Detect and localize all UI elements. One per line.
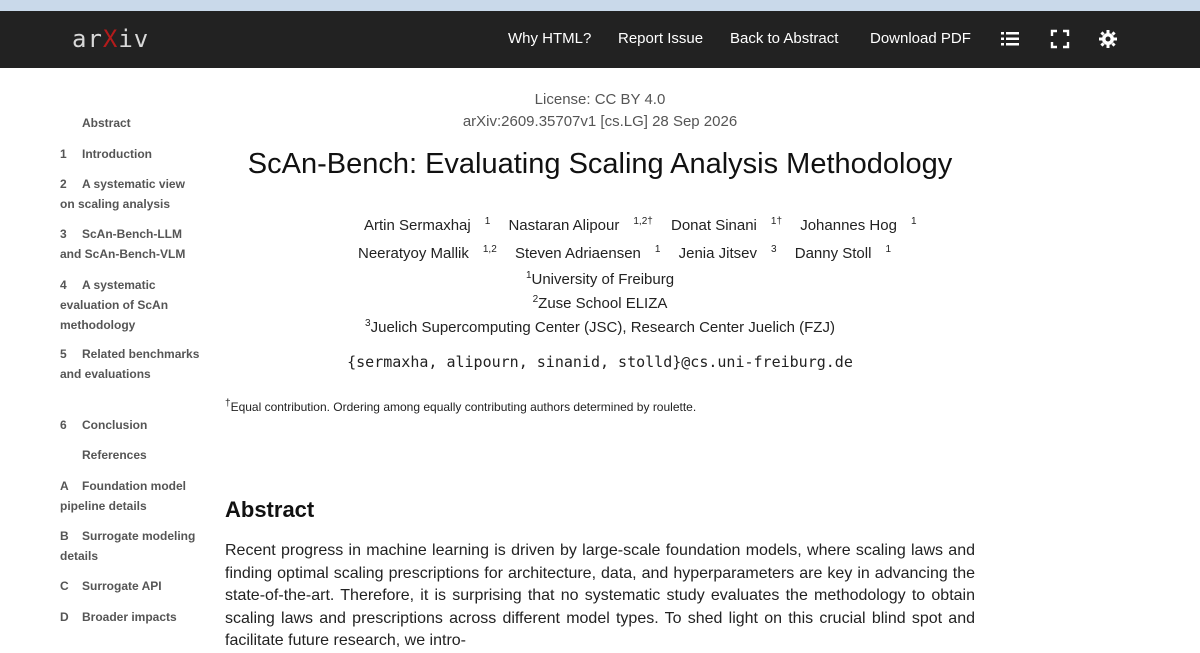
author: Danny Stoll $^1$ [794, 244, 892, 262]
table-of-contents [0, 68, 205, 630]
license-text[interactable]: License: CC BY 4.0 [534, 91, 666, 108]
toc-item-references[interactable]: References [82, 448, 147, 462]
toc-item-scan-bench[interactable]: 3 ScAn-Bench-LLM and ScAn-Bench-VLM [60, 227, 186, 261]
footnote: †Equal contribution. Ordering among equally contributing authors determined by roulette. [225, 398, 697, 414]
toc-item-conclusion[interactable]: 6 Conclusion [60, 418, 148, 432]
abstract-text: Recent progress in machine learning is driven by large-scale foundation models, where scaling laws and finding optimal scaling prescriptions for architecture, data, and hyperparameters are key in advancing the state-of-the-art. Therefore, it is surprising that no systematic study evaluates the methodology to obtain scaling laws and prescriptions across different model types. To shed light on this crucial blind spot and facilitate future research, we intro- [225, 542, 975, 650]
author: Nastaran Alipour $^{1,2\dagger}$ [508, 216, 653, 234]
download-pdf-link[interactable]: Download PDF [870, 30, 971, 47]
author-emails: {sermaxha, alipourn, sinanid, stolld}@cs.uni-freiburg.de [347, 353, 853, 371]
browser-top-strip [0, 0, 1200, 11]
paper-body [205, 68, 1200, 650]
arxiv-id: arXiv:2609.35707v1 [cs.LG] 28 Sep 2026 [462, 113, 738, 130]
author: Jenia Jitsev $^3$ [678, 244, 777, 262]
toc-item-related-benchmarks[interactable]: 5 Related benchmarks and evaluations [60, 347, 200, 381]
toc-item-broader-impacts[interactable]: D Broader impacts [60, 610, 177, 624]
logo-suffix: iv [118, 25, 150, 53]
author: Neeratyoy Mallik $^{1,2}$ [358, 244, 497, 262]
toc-item-surrogate-api[interactable]: C Surrogate API [60, 579, 162, 593]
toc-item-systematic-view[interactable]: 2 A systematic view on scaling analysis [60, 177, 185, 211]
affiliation-1: $^1$University of Freiburg [525, 270, 675, 288]
toc-item-systematic-evaluation[interactable]: 4 A systematic evaluation of ScAn methodology [60, 278, 169, 332]
author: Artin Sermaxhaj $^1$ [364, 216, 491, 234]
back-to-abstract-link[interactable]: Back to Abstract [730, 30, 839, 47]
arxiv-navbar [0, 11, 1200, 68]
abstract-heading: Abstract [225, 497, 315, 522]
settings-icon[interactable] [1097, 28, 1119, 50]
fullscreen-icon[interactable] [1049, 28, 1071, 50]
logo-x: X [102, 25, 119, 53]
toc-item-introduction[interactable]: 1 Introduction [60, 147, 152, 161]
authors-row-2 [358, 244, 905, 262]
toc-item-surrogate-modeling[interactable]: B Surrogate modeling details [60, 529, 196, 563]
author: Steven Adriaensen $^1$ [514, 244, 661, 262]
toc-item-foundation-model[interactable]: A Foundation model pipeline details [60, 479, 186, 513]
report-issue-link[interactable]: Report Issue [618, 30, 704, 47]
logo-prefix: ar [72, 25, 103, 53]
author: Donat Sinani $^{1\dagger}$ [671, 216, 783, 234]
affiliation-3: $^3$Juelich Supercomputing Center (JSC), Research Center Juelich (FZJ) [365, 318, 835, 336]
toc-item-abstract[interactable]: Abstract [82, 116, 131, 130]
list-icon[interactable] [999, 28, 1021, 50]
why-html-link[interactable]: Why HTML? [508, 30, 592, 47]
paper-title: ScAn-Bench: Evaluating Scaling Analysis Methodology [247, 148, 953, 180]
authors-row-1 [364, 216, 931, 234]
affiliation-2: $^2$Zuse School ELIZA [532, 294, 668, 312]
arxiv-logo[interactable] [72, 25, 149, 53]
author: Johannes Hog $^1$ [800, 216, 917, 234]
